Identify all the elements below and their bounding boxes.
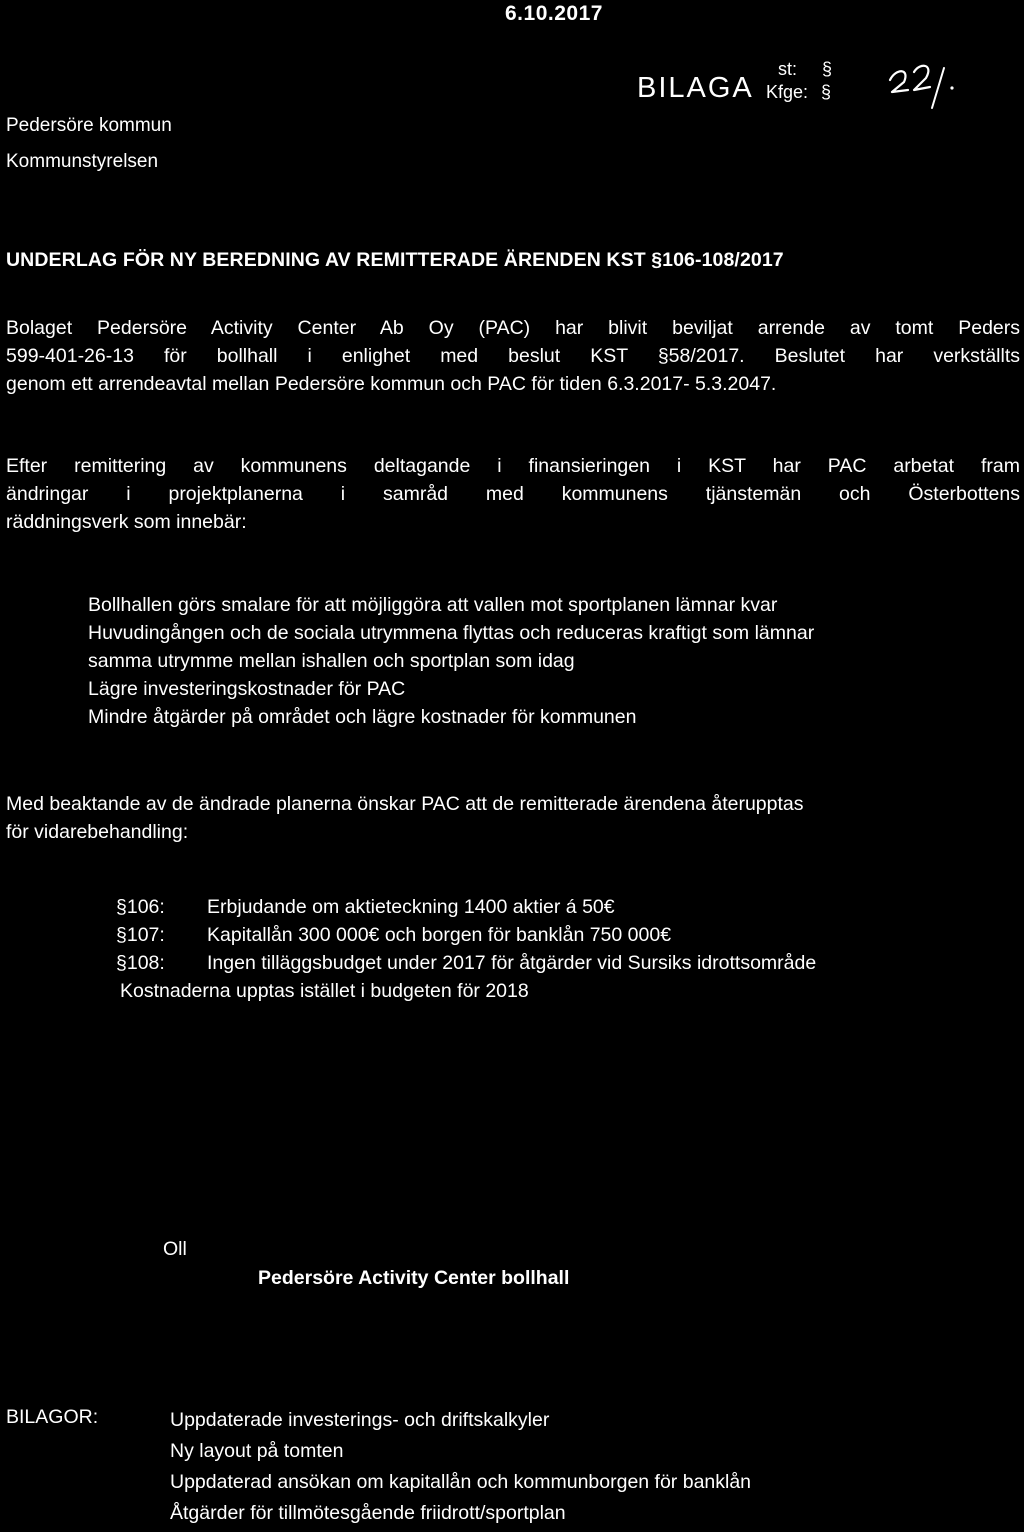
attachment-item: Ny layout på tomten [170, 1440, 344, 1462]
section-code: §108: [116, 952, 165, 974]
section-list [116, 893, 816, 1005]
stamp-kfge-row [766, 82, 831, 103]
stamp-kfge-section: § [821, 82, 832, 102]
changes-list [88, 591, 814, 731]
section-code: §107: [116, 924, 165, 946]
paragraph-line: 599-401-26-13 för bollhall i enlighet med beslut KST §58/2017. Beslutet har verkställts [6, 345, 1020, 367]
section-code: §106: [116, 896, 165, 918]
org-municipality: Pedersöre kommun [6, 115, 172, 136]
section-continuation: Kostnaderna upptas istället i budgeten för 2018 [120, 980, 529, 1002]
list-item: Bollhallen görs smalare för att möjliggöra att vallen mot sportplanen lämnar kvar [88, 594, 778, 616]
signature-organization: Pedersöre Activity Center bollhall [258, 1267, 570, 1289]
paragraph-line: för vidarebehandling: [6, 821, 189, 843]
list-item: Lägre investeringskostnader för PAC [88, 678, 406, 700]
handwritten-number [880, 50, 970, 110]
document-heading: UNDERLAG FÖR NY BEREDNING AV REMITTERADE ÄRENDEN KST §106-108/2017 [6, 249, 784, 271]
section-text: Kapitallån 300 000€ och borgen för banklån 750 000€ [207, 924, 672, 946]
document-date: 6.10.2017 [505, 2, 603, 25]
attachments-label: BILAGOR: [6, 1406, 99, 1428]
paragraph-line: Efter remittering av kommunens deltagande i finansieringen i KST har PAC arbetat fram [6, 455, 1020, 477]
paragraph-line: ändringar i projektplanerna i samråd med kommunens tjänstemän och Österbottens [6, 483, 1020, 505]
paragraph-lease [6, 314, 1020, 398]
section-item [116, 893, 816, 921]
section-item [116, 949, 816, 977]
stamp-st-label: st: [778, 59, 798, 79]
stamp-kfge-label: Kfge: [766, 82, 809, 102]
attachments-list [170, 1405, 751, 1529]
org-board: Kommunstyrelsen [6, 151, 159, 172]
list-item: Huvudingången och de sociala utrymmena flyttas och reduceras kraftigt som lämnar [88, 622, 815, 644]
attachment-item: Uppdaterade investerings- och driftskalkyler [170, 1409, 550, 1431]
paragraph-line: genom ett arrendeavtal mellan Pedersöre kommun och PAC för tiden 6.3.2017- 5.3.2047. [6, 373, 777, 395]
paragraph-request [6, 790, 1020, 846]
list-item: Mindre åtgärder på området och lägre kostnader för kommunen [88, 706, 637, 728]
list-item: samma utrymme mellan ishallen och sportplan som idag [88, 650, 575, 672]
paragraph-line: Med beaktande av de ändrade planerna önskar PAC att de remitterade ärendena återupptas [6, 793, 804, 815]
section-text: Erbjudande om aktieteckning 1400 aktier á 50€ [207, 896, 615, 918]
stamp-st-row [778, 59, 832, 80]
section-text: Ingen tilläggsbudget under 2017 för åtgärder vid Sursiks idrottsområde [207, 952, 817, 974]
signature-mark: Oll [163, 1238, 187, 1260]
section-item [116, 921, 816, 949]
stamp-st-section: § [822, 59, 833, 79]
paragraph-line: räddningsverk som innebär: [6, 511, 247, 533]
paragraph-remittance [6, 452, 1020, 536]
bilaga-stamp: BILAGA [637, 72, 754, 104]
attachment-item: Uppdaterad ansökan om kapitallån och kommunborgen för banklån [170, 1471, 752, 1493]
attachment-item: Åtgärder för tillmötesgående friidrott/sportplan [170, 1502, 566, 1524]
paragraph-line: Bolaget Pedersöre Activity Center Ab Oy (PAC) har blivit beviljat arrende av tomt Peders [6, 317, 1020, 339]
